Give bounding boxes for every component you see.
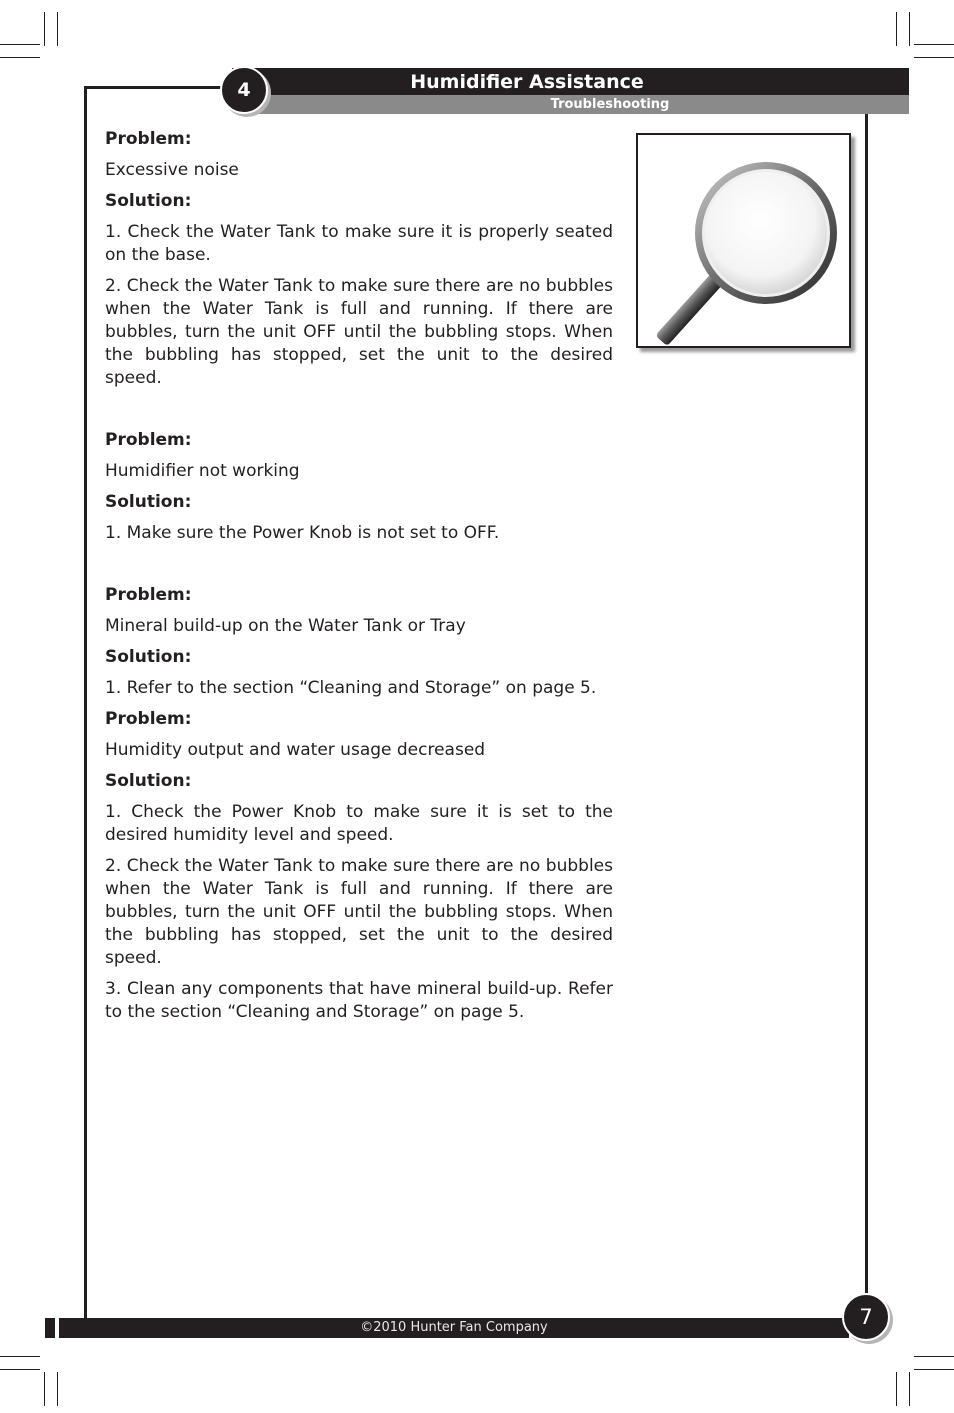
- problem-text: Humidifier not working: [105, 461, 300, 481]
- solution-label: Solution:: [105, 771, 192, 791]
- solution-label: Solution:: [105, 191, 192, 211]
- crop-mark: [57, 12, 58, 46]
- solution-step: 1. Make sure the Power Knob is not set to OFF.: [105, 523, 500, 543]
- crop-mark: [896, 1372, 897, 1406]
- solution-step: 2. Check the Water Tank to make sure there are no bubbles when the Water Tank is full and running. If there are bubbles, turn the unit OFF until the bubbling stops. When the bubbling has stopped, set the unit to the desired speed.: [105, 856, 613, 968]
- crop-mark: [896, 12, 897, 46]
- problem-label: Problem:: [105, 709, 192, 729]
- crop-mark: [0, 1369, 40, 1370]
- crop-mark: [914, 44, 954, 45]
- page-frame-left: [84, 86, 87, 1318]
- page-frame-top: [84, 86, 224, 89]
- crop-mark: [57, 1372, 58, 1406]
- solution-step: 3. Clean any components that have mineral build-up. Refer to the section “Cleaning and Storage” on page 5.: [105, 979, 613, 1022]
- page-frame-right: [865, 112, 868, 1302]
- chapter-badge: 4: [220, 66, 268, 114]
- problem-label: Problem:: [105, 129, 192, 149]
- footer-marker: [45, 1318, 55, 1338]
- crop-mark: [0, 57, 40, 58]
- solution-step: 1. Check the Water Tank to make sure it is properly seated on the base.: [105, 222, 613, 265]
- troubleshooting-section: [105, 429, 613, 545]
- solution-step: 1. Refer to the section “Cleaning and Storage” on page 5.: [105, 678, 597, 698]
- crop-mark: [0, 44, 40, 45]
- troubleshooting-section: [105, 584, 613, 700]
- crop-mark: [914, 57, 954, 58]
- page-subtitle: Troubleshooting: [550, 97, 670, 112]
- magnifying-glass-illustration: [636, 133, 851, 348]
- troubleshooting-section: [105, 128, 613, 390]
- crop-mark: [44, 12, 45, 46]
- problem-text: Excessive noise: [105, 160, 239, 180]
- problem-label: Problem:: [105, 430, 192, 450]
- troubleshooting-content: [105, 128, 613, 1032]
- magnifying-glass-icon: [638, 135, 849, 346]
- section-spacer: [105, 553, 613, 584]
- problem-text: Mineral build-up on the Water Tank or Tray: [105, 616, 466, 636]
- troubleshooting-section: [105, 708, 613, 1024]
- problem-text: Humidity output and water usage decreased: [105, 740, 486, 760]
- section-spacer: [105, 398, 613, 429]
- page-title: Humidifier Assistance: [410, 71, 644, 93]
- copyright-text: ©2010 Hunter Fan Company: [360, 1320, 548, 1335]
- page-number-badge: 7: [842, 1293, 890, 1341]
- problem-label: Problem:: [105, 585, 192, 605]
- crop-mark: [914, 1369, 954, 1370]
- crop-mark: [909, 1372, 910, 1406]
- solution-step: 2. Check the Water Tank to make sure there are no bubbles when the Water Tank is full and running. If there are bubbles, turn the unit OFF until the bubbling stops. When the bubbling has stopped, set the unit to the desired speed.: [105, 276, 613, 388]
- solution-label: Solution:: [105, 647, 192, 667]
- solution-step: 1. Check the Power Knob to make sure it is set to the desired humidity level and speed.: [105, 802, 613, 845]
- solution-label: Solution:: [105, 492, 192, 512]
- crop-mark: [914, 1356, 954, 1357]
- crop-mark: [0, 1356, 40, 1357]
- crop-mark: [909, 12, 910, 46]
- crop-mark: [44, 1372, 45, 1406]
